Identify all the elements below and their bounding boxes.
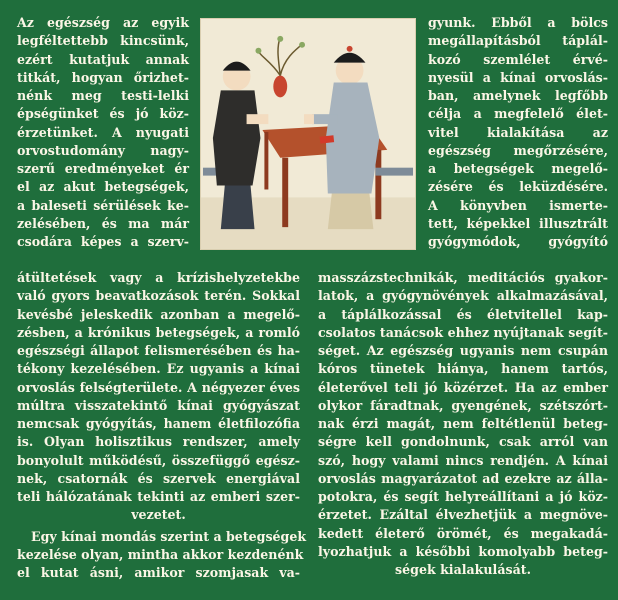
text-line: a betegségek megelő- bbox=[428, 161, 608, 176]
text-column-bottom-left bbox=[17, 269, 307, 582]
text-line: el kutat ásni, amikor szomjasak va- bbox=[17, 565, 300, 580]
text-line: átültetések vagy a krízishelyzetekbe bbox=[17, 270, 300, 285]
text-line: zésére és leküzdésére. bbox=[428, 179, 608, 195]
text-line: épségünket és jó köz- bbox=[17, 106, 189, 122]
text-line: megállapításból táplál- bbox=[428, 33, 608, 49]
text-line: ségre kell gondolnunk, csak arról van bbox=[318, 434, 608, 450]
text-column-top-left bbox=[17, 14, 189, 251]
text-line: potokra, és segít helyreállítani a jó köz- bbox=[318, 489, 608, 504]
text-line: Egy kínai mondás szerint a betegségek bbox=[31, 528, 307, 544]
text-line: egészség megőrzésére, bbox=[428, 142, 608, 158]
text-line: ezért kutatjuk annak bbox=[17, 51, 189, 67]
text-line: a táplálkozással és életvitellel kap- bbox=[318, 306, 608, 322]
text-line: orvoslás magyarázatot ad ezekre az álla- bbox=[318, 470, 608, 486]
text-line: tékony kezelésében. Ez ugyanis a kínai bbox=[17, 361, 300, 377]
text-bottom-section bbox=[17, 269, 608, 582]
text-line: titkát, hogyan őrizhet- bbox=[17, 69, 189, 85]
text-line: egészségi állapot felismerésében és ha- bbox=[17, 343, 300, 358]
text-line: ségek kialakulását. bbox=[395, 562, 531, 577]
text-line: nemcsak gyógyítás, hanem életfilozófia bbox=[17, 416, 300, 431]
chinese-doctor-illustration bbox=[200, 18, 416, 250]
text-line: ban, amelynek legfőbb bbox=[428, 88, 608, 103]
text-line: kezelése olyan, mintha akkor kezdenénk bbox=[17, 546, 304, 562]
text-line: való gyors beavatkozások terén. Sokkal bbox=[17, 288, 300, 304]
text-line: latok, a gyógynövények alkalmazásával, bbox=[318, 288, 608, 304]
text-line: kozó szemlélet érvé- bbox=[428, 51, 608, 67]
text-line: nak érzi magát, nem feltétlenül beteg- bbox=[318, 416, 608, 431]
text-line: múltra visszatekintő kínai gyógyászat bbox=[17, 397, 300, 413]
text-line: szó, hogy valami nincs rendjén. A kínai bbox=[318, 452, 608, 468]
text-line: vezetet. bbox=[131, 507, 186, 523]
text-line: Az egészség az egyik bbox=[17, 15, 189, 30]
text-line: nénk meg testi-lelki bbox=[17, 88, 189, 103]
text-line: nyesül a kínai orvoslás- bbox=[428, 69, 608, 85]
text-line: kevésbé jeleskedik azonban a megelő- bbox=[17, 306, 300, 322]
text-line: teli hálózatának tekinti az emberi szer- bbox=[17, 489, 300, 504]
text-line: kóros tünetek hiánya, hanem tartós, bbox=[318, 361, 608, 377]
text-line: gyógymódok, gyógyító bbox=[428, 234, 608, 249]
text-line: is. Olyan holisztikus rendszer, amely bbox=[17, 434, 300, 450]
text-column-bottom-right bbox=[318, 269, 608, 582]
text-line: csodára képes a szerv- bbox=[17, 234, 189, 249]
text-line: tett, képekkel illusztrált bbox=[428, 215, 608, 231]
text-line: orvostudomány nagy- bbox=[17, 142, 189, 158]
text-line: vitel kialakítása az bbox=[428, 124, 608, 140]
text-line: bonyolult működésű, összefüggő egész- bbox=[17, 452, 300, 468]
text-line: szerű eredményeket ér bbox=[17, 161, 189, 176]
text-line: olykor fáradtnak, gyengének, szétszórt- bbox=[318, 397, 608, 413]
text-line: érzetünket. A nyugati bbox=[17, 124, 189, 140]
text-line: csolatos tanácsok ehhez nyújtanak segít- bbox=[318, 324, 608, 340]
text-line: A könyvben ismerte- bbox=[428, 197, 608, 213]
text-line: zelésében, és ma már bbox=[17, 215, 189, 231]
text-line: séget. Az egészség ugyanis nem csupán bbox=[318, 343, 608, 358]
text-line: gyunk. Ebből a bölcs bbox=[428, 15, 608, 30]
text-line: célja a megfelelő élet- bbox=[428, 106, 608, 122]
text-line: legféltettebb kincsünk, bbox=[17, 33, 189, 49]
text-line: zésben, a krónikus betegségek, a romló bbox=[17, 324, 300, 340]
text-line: nek, csatornák és szervek energiával bbox=[17, 470, 300, 486]
text-line: orvoslás felségterülete. A négyezer éves bbox=[17, 379, 300, 395]
text-column-top-right bbox=[428, 14, 608, 251]
text-line: a baleseti sérülések ke- bbox=[17, 197, 189, 213]
text-line: életerővel teli jó közérzet. Ha az ember bbox=[318, 379, 608, 395]
text-line: érzetet. Ezáltal élvezhetjük a megnöve- bbox=[318, 507, 608, 523]
text-line: el az akut betegségek, bbox=[17, 179, 189, 195]
text-line: masszázstechnikák, meditációs gyakor- bbox=[318, 270, 608, 285]
text-line: kedett életerő örömét, és megakadá- bbox=[318, 525, 608, 541]
text-line: lyozhatjuk a későbbi komolyabb beteg- bbox=[318, 543, 608, 559]
